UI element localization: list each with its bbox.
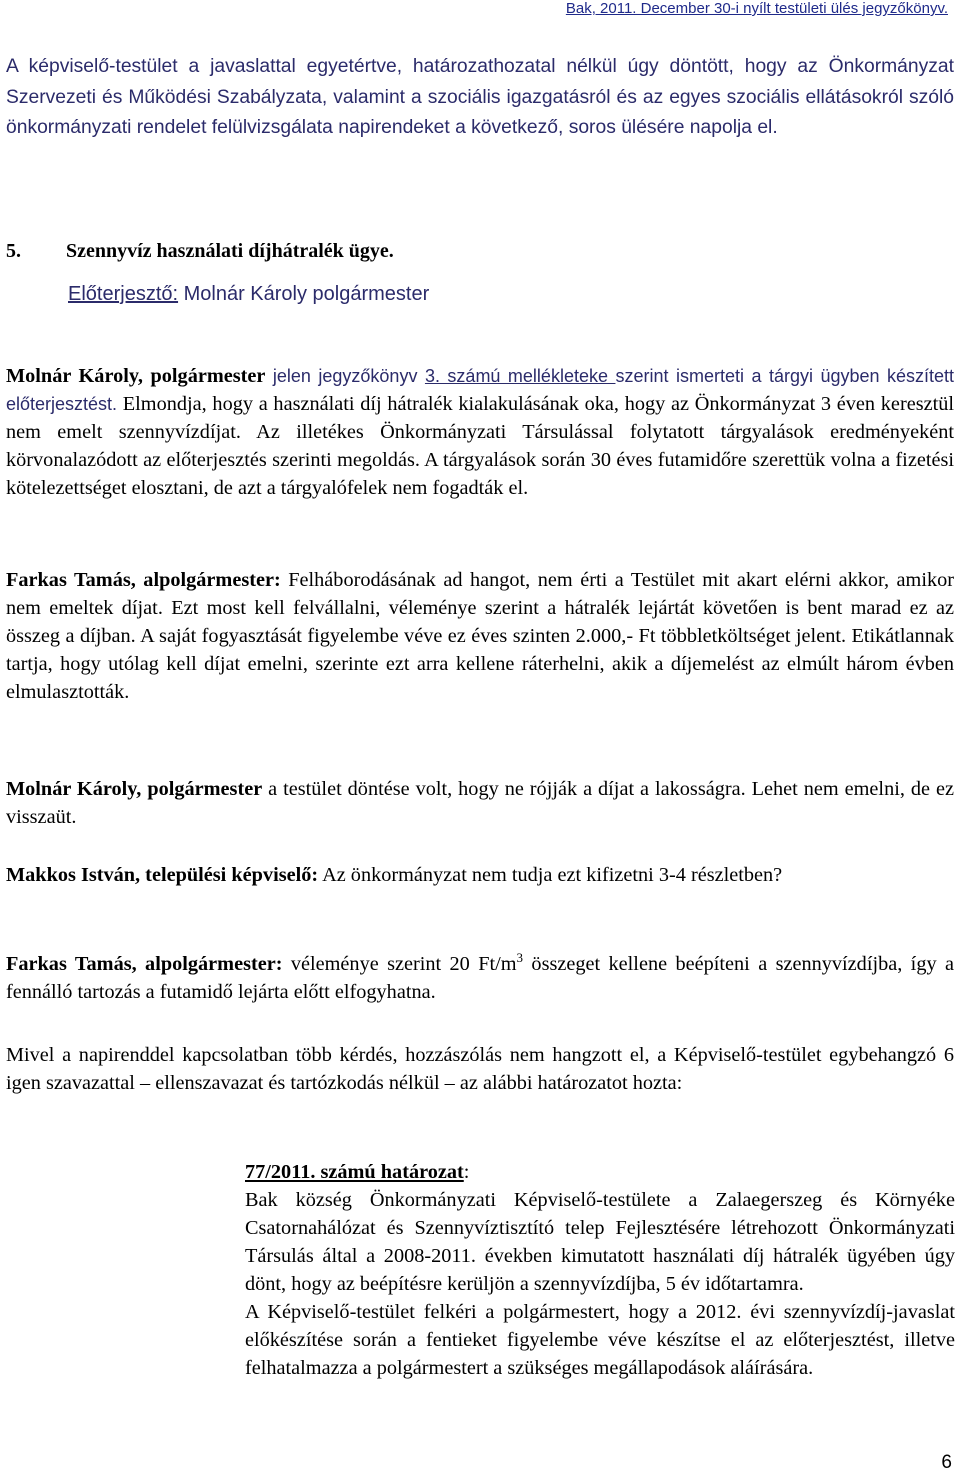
- resolution-body-1: Bak község Önkormányzati Képviselő-testülete a Zalaegerszeg és Környéke Csatornahálózat és Szennyvíztisztító telep Fejlesztésére létrehozott Önkormányzati Társulás által a 2008-2011. években kimutatott használati díj hátralék ügyében úgy dönt, hogy az beépítésre kerüljön a szennyvízdíjba, 5 év időtartamra.: [245, 1189, 955, 1295]
- speaker-name: Molnár Károly, polgármester: [6, 365, 266, 387]
- speaker-name: Farkas Tamás, alpolgármester:: [6, 569, 281, 591]
- agenda-item-heading: [6, 240, 954, 263]
- speaker-name: Molnár Károly, polgármester: [6, 778, 263, 800]
- agenda-title: Szennyvíz használati díjhátralék ügye.: [66, 240, 394, 262]
- attachment-link: 3. számú mellékleteke: [424, 366, 616, 386]
- presenter-label: Előterjesztő:: [68, 283, 179, 305]
- intro-paragraph: A képviselő-testület a javaslattal egyetértve, határozathozatal nélkül úgy döntött, hogy az Önkormányzat Szervezeti és Működési Szabályzata, valamint a szociális igazgatásról és az egyes szociális ellátásokról szóló önkormányzati rendelet felülvizsgálata napirendeket a következő, soros ülésére napolja el.: [6, 56, 954, 138]
- paragraph-mayor-reply: Molnár Károly, polgármester a testület döntése volt, hogy ne rójják a díjat a lakosságra. Lehet nem emelni, de ez visszaüt.: [6, 778, 954, 828]
- running-header: Bak, 2011. December 30-i nyílt testületi ülés jegyzőkönyv.: [565, 0, 948, 17]
- presenter-line: [68, 283, 928, 306]
- superscript: 3: [516, 950, 524, 965]
- agenda-number: 5.: [6, 240, 21, 262]
- resolution-block: [245, 1158, 955, 1382]
- paragraph-councillor-question: Makkos István, települési képviselő: Az önkormányzat nem tudja ezt kifizetni 3-4 részletben?: [6, 864, 783, 886]
- presenter-name: Molnár Károly polgármester: [178, 283, 430, 305]
- speaker-name: Makkos István, települési képviselő:: [6, 864, 319, 886]
- page-number: 6: [941, 1452, 952, 1473]
- speaker-name: Farkas Tamás, alpolgármester:: [6, 953, 283, 975]
- resolution-body-2: A Képviselő-testület felkéri a polgármestert, hogy a 2012. évi szennyvízdíj-javaslat előkészítése során a fentieket figyelembe véve készítse el az előterjesztést, illetve felhatalmazza a polgármestert a szükséges megállapodások aláírására.: [245, 1301, 955, 1379]
- paragraph-mayor-presentation: Molnár Károly, polgármester jelen jegyzőkönyv 3. számú mellékleteke szerint ismerteti a tárgyi ügyben készített előterjesztést. Elmondja, hogy a használati díj hátralék kialakulásának oka, hogy az Önkormányzat 3 éven keresztül nem emelt szennyvízdíjat. Az illetékes Önkormányzati Társulással folytatott tárgyalások eredményeként körvonalazódott az előterjesztés szerinti megoldás. A tárgyalások során 30 éves futamidőre szerettük volna a fizetési kötelezettséget elosztani, de azt a tárgyalófelek nem fogadták el.: [6, 365, 955, 499]
- paragraph-deputy-mayor-proposal: Farkas Tamás, alpolgármester: véleménye szerint 20 $Ft/m^3$ összeget kellene beépíteni a szennyvízdíjba, így a fennálló tartozás a futamidő lejárta előtt elfogyhatna.: [6, 950, 954, 1003]
- paragraph-deputy-mayor: Farkas Tamás, alpolgármester: Felháborodásának ad hangot, nem érti a Testület mit akart elérni akkor, amikor nem emeltek díjat. Ezt most kell felvállalni, véleménye szerint a hátralék lejártát követően is bent marad ez az összeg a díjban. A saját fogyasztását figyelembe véve ez éves szinten 2.000,- Ft többletköltséget jelent. Etikátlannak tartja, hogy utólag kell díjat emelni, szerinte ezt arra kellene ráterhelni, akik a díjemelést az elmúlt három évben elmulasztották.: [6, 569, 954, 703]
- paragraph-vote-summary: Mivel a napirenddel kapcsolatban több kérdés, hozzászólás nem hangzott el, a Képviselő-testület egybehangzó 6 igen szavazattal – ellenszavazat és tartózkodás nélkül – az alábbi határozatot hozta:: [6, 1044, 954, 1094]
- resolution-title: 77/2011. számú határozat:: [245, 1161, 470, 1183]
